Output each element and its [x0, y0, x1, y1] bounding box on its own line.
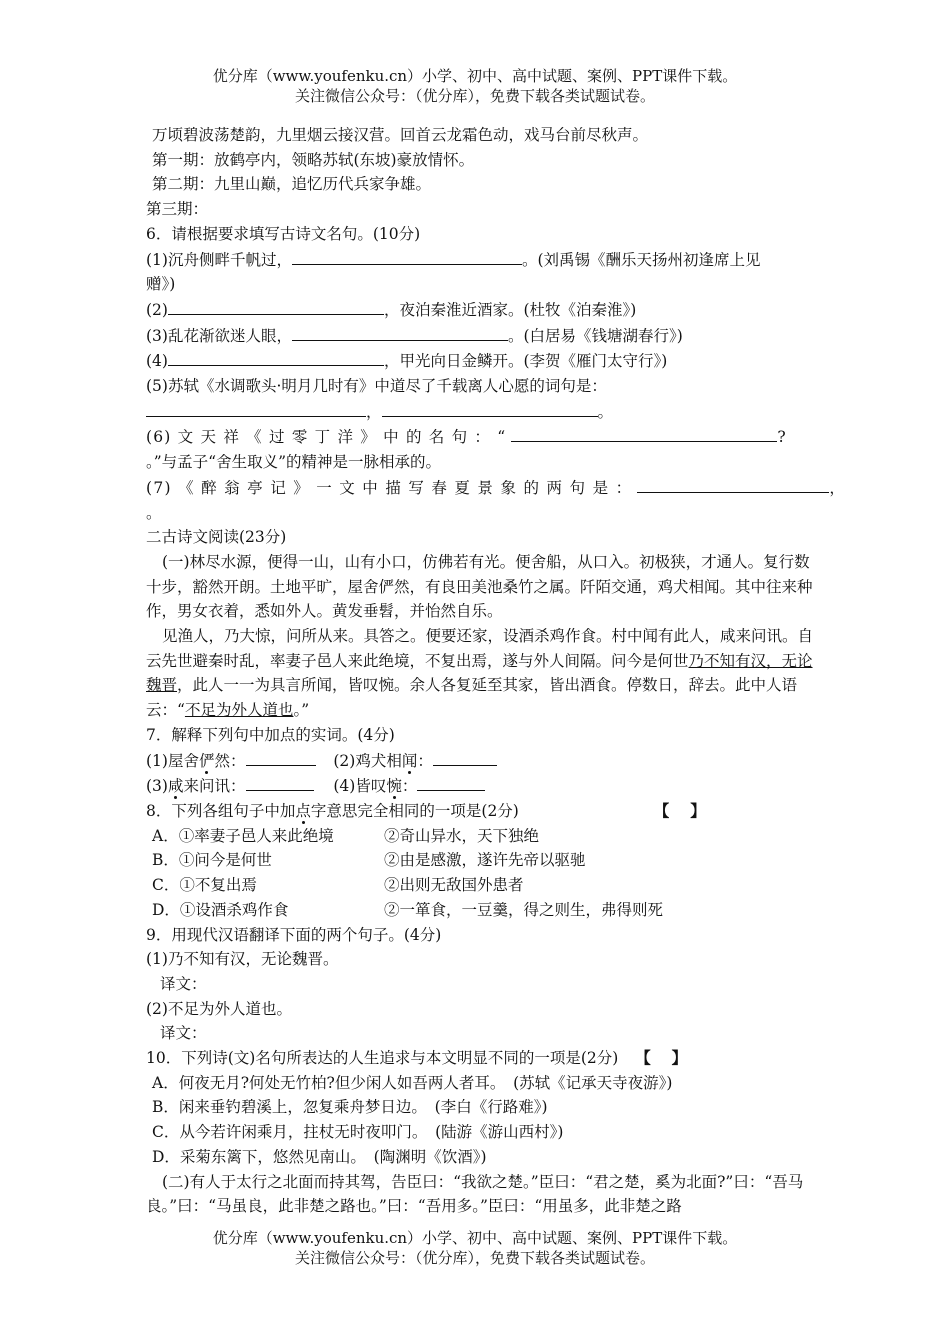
q6-item-7-cont: 。: [146, 503, 162, 522]
q7-c-prefix: (3): [146, 777, 168, 796]
q7-a-suffix: 然：: [214, 751, 246, 770]
q8-c-part2: ②出则无敌国外患者: [384, 876, 524, 895]
q9-title: 9．用现代汉语翻译下面的两个句子。(4分): [146, 925, 442, 944]
underlined-sentence-1: 乃不知有汉，无论魏晋: [146, 651, 813, 695]
q7-a-prefix: (1)屋舍: [146, 751, 199, 770]
q8-c-part1: C．①不复出焉: [152, 876, 257, 895]
q7-row-1: [146, 748, 818, 774]
q8-b-part1: B．①问今是何世: [152, 851, 272, 870]
q6-item-4: [146, 348, 818, 374]
q6-item-6-cont: 。”与孟子“舍生取义”的精神是一脉相承的。: [146, 453, 442, 472]
q10-option-a: A．何夜无月?何处无竹柏?但少闲人如吾两人者耳。 (苏轼《记承天寺夜游》): [152, 1073, 673, 1092]
q9-translation-2[interactable]: 译文：: [160, 1024, 207, 1043]
page-footer: [0, 1228, 950, 1268]
answer-blank[interactable]: [433, 748, 497, 766]
dotted-char: 闻: [401, 751, 418, 770]
footer-line-2: 关注微信公众号：（优分库），免费下载各类试题试卷。: [294, 1249, 655, 1267]
q10-option-c: C．从今若许闲乘月，拄杖无时夜叩门。 (陆游《游山西村》): [152, 1123, 564, 1142]
q7-row-2: [146, 773, 818, 799]
answer-blank[interactable]: [168, 297, 384, 315]
q8-a-part2: ②奇山异水，天下独绝: [384, 826, 540, 845]
q9-sentence-2: (2)不足为外人道也。: [146, 999, 292, 1018]
phase-2: 第二期：九里山巅，追忆历代兵家争雄。: [152, 175, 432, 194]
q7-title: 7．解释下列句中加点的实词。(4分): [146, 725, 395, 744]
q7-c-suffix: 来问讯：: [183, 777, 246, 796]
answer-blank[interactable]: [246, 748, 316, 766]
q6-4-suffix: ，甲光向日金鳞开。(李贺《雁门太守行》): [383, 352, 668, 371]
underlined-sentence-2: 不足为外人道也: [184, 701, 294, 720]
header-line-2: 关注微信公众号：（优分库），免费下载各类试题试卷。: [294, 87, 655, 105]
phase-3: 第三期：: [146, 200, 209, 219]
passage-paragraph-2: [146, 624, 818, 723]
q7-d-suffix: ：: [401, 777, 418, 796]
q8-option-c: [146, 873, 818, 898]
q6-5-period: 。: [597, 402, 614, 421]
q6-4-prefix: (4): [146, 352, 168, 371]
q8-title-prefix: 8．下列各组句子中加: [146, 801, 296, 820]
q7-b-suffix: ：: [417, 751, 433, 770]
answer-blank[interactable]: [417, 773, 485, 791]
q10-option-b: B．闲来垂钓碧溪上，忽复乘舟梦日边。 (李白《行路难》): [152, 1098, 548, 1117]
q6-item-5-blanks: [146, 399, 818, 425]
q6-2-suffix: ，夜泊秦淮近酒家。(杜牧《泊秦淮》): [383, 300, 637, 319]
answer-blank[interactable]: [292, 323, 508, 341]
q6-item-1: [146, 247, 818, 273]
q6-7-comma: ，: [829, 478, 845, 497]
q6-item-7: [146, 475, 845, 501]
q10-title: [146, 1046, 818, 1071]
q8-option-d: [146, 898, 818, 923]
q6-7-prefix: (7) 《 醉 翁 亭 记 》 一 文 中 描 写 春 夏 景 象 的 两 句 是 ：: [146, 478, 633, 497]
answer-blank[interactable]: [511, 424, 777, 442]
q6-1-suffix: 。(刘禹锡《酬乐天扬州初逢席上见: [521, 250, 761, 269]
answer-blank[interactable]: [292, 247, 522, 265]
q6-6-question: ?: [777, 428, 786, 447]
dotted-char: 咸: [167, 777, 184, 796]
answer-bracket[interactable]: 【 】: [653, 800, 706, 820]
header-line-1: 优分库（www.youfenku.cn）小学、初中、高中试题、案例、PPT课件下载。: [212, 67, 738, 85]
q10-title-text: 10．下列诗(文)名句所表达的人生追求与本文明显不同的一项是(2分): [146, 1049, 619, 1068]
q7-d-prefix: (4)皆叹: [333, 777, 387, 796]
answer-blank[interactable]: [146, 399, 366, 417]
q6-3-suffix: 。(白居易《钱塘湖春行》): [507, 326, 683, 345]
passage-paragraph-1: (一)林尽水源，便得一山，山有小口，仿佛若有光。便舍船，从口入。初极狭，才通人。复行数十步，豁然开朗。土地平旷，屋舍俨然，有良田美池桑竹之属。阡陌交通，鸡犬相闻。其中往来种作，男女衣着，悉如外人。黄发垂髫，并怡然自乐。: [146, 552, 813, 621]
passage-text: ，此人一一为具言所闻，皆叹惋。余人各复延至其家，皆出酒食。停数日，辞去。此中人语云：“: [146, 676, 798, 720]
q6-5-comma: ，: [366, 402, 382, 421]
dotted-char: 点: [295, 801, 311, 820]
q6-1-prefix: (1)沉舟侧畔千帆过，: [146, 250, 292, 269]
q9-translation-1[interactable]: 译文：: [160, 974, 207, 993]
q8-a-part1: A．①率妻子邑人来此绝境: [152, 826, 334, 845]
passage-text: 。”: [293, 701, 310, 720]
exam-content: [146, 123, 845, 1219]
q10-option-d: D．采菊东篱下，悠然见南山。 (陶渊明《饮酒》): [152, 1147, 487, 1166]
q8-option-b: [146, 848, 818, 873]
answer-blank[interactable]: [168, 348, 384, 366]
q8-d-part2: ②一箪食，一豆羹，得之则生，弗得则死: [384, 900, 664, 919]
q6-item-1-cont: 赠》): [146, 275, 176, 294]
answer-blank[interactable]: [382, 399, 598, 417]
answer-blank[interactable]: [637, 475, 829, 493]
q8-title-suffix: 字意思完全相同的一项是(2分): [310, 801, 519, 820]
q6-item-3: [146, 323, 818, 349]
q6-item-5: (5)苏轼《水调歌头·明月几时有》中道尽了千载离人心愿的词句是：: [146, 377, 607, 396]
answer-blank[interactable]: [246, 773, 314, 791]
q8-title: [146, 799, 818, 824]
answer-bracket[interactable]: 【 】: [635, 1048, 688, 1068]
q7-b-prefix: (2)鸡犬相: [333, 751, 402, 770]
passage-text: 见渔人，乃大惊，问所从来。具答之。便要还家，设酒杀鸡作食。村中闻有此人，咸来问讯。自云先世避秦时乱，率妻子邑人来此绝境，不复出焉，遂与外人间隔。问今是何世: [146, 627, 814, 670]
q8-b-part2: ②由是感激，遂许先帝以驱驰: [384, 851, 586, 870]
q6-title: 6．请根据要求填写古诗文名句。(10分): [146, 224, 421, 243]
phase-1: 第一期：放鹤亭内，领略苏轼(东坡)豪放情怀。: [152, 150, 475, 169]
q8-d-part1: D．①设酒杀鸡作食: [152, 900, 289, 919]
q6-3-prefix: (3)乱花渐欲迷人眼，: [146, 326, 292, 345]
dotted-char: 惋: [386, 777, 402, 796]
q6-item-2: [146, 297, 818, 323]
q6-6-prefix: (6) 文 天 祥 《 过 零 丁 洋 》 中 的 名 句 ： “: [146, 428, 507, 447]
q6-2-prefix: (2): [146, 300, 168, 319]
q9-sentence-1: (1)乃不知有汉，无论魏晋。: [146, 950, 339, 969]
page-header: [0, 66, 950, 106]
poem-line: 万顷碧波荡楚韵，九里烟云接汉营。回首云龙霜色动，戏马台前尽秋声。: [152, 126, 649, 144]
dotted-char: 俨: [198, 751, 215, 770]
q6-item-6: [146, 424, 818, 450]
footer-line-1: 优分库（www.youfenku.cn）小学、初中、高中试题、案例、PPT课件下载。: [212, 1229, 738, 1247]
passage-2-paragraph: (二)有人于太行之北面而持其驾，告臣曰：“我欲之楚。”臣曰：“君之楚，奚为北面?”曰：“吾马良。”曰：“马虽良，此非楚之路也。”曰：“吾用多。”臣曰：“用虽多，此非楚之路: [146, 1172, 804, 1216]
q8-option-a: [146, 824, 818, 849]
section-2-title: 二古诗文阅读(23分): [146, 528, 287, 547]
